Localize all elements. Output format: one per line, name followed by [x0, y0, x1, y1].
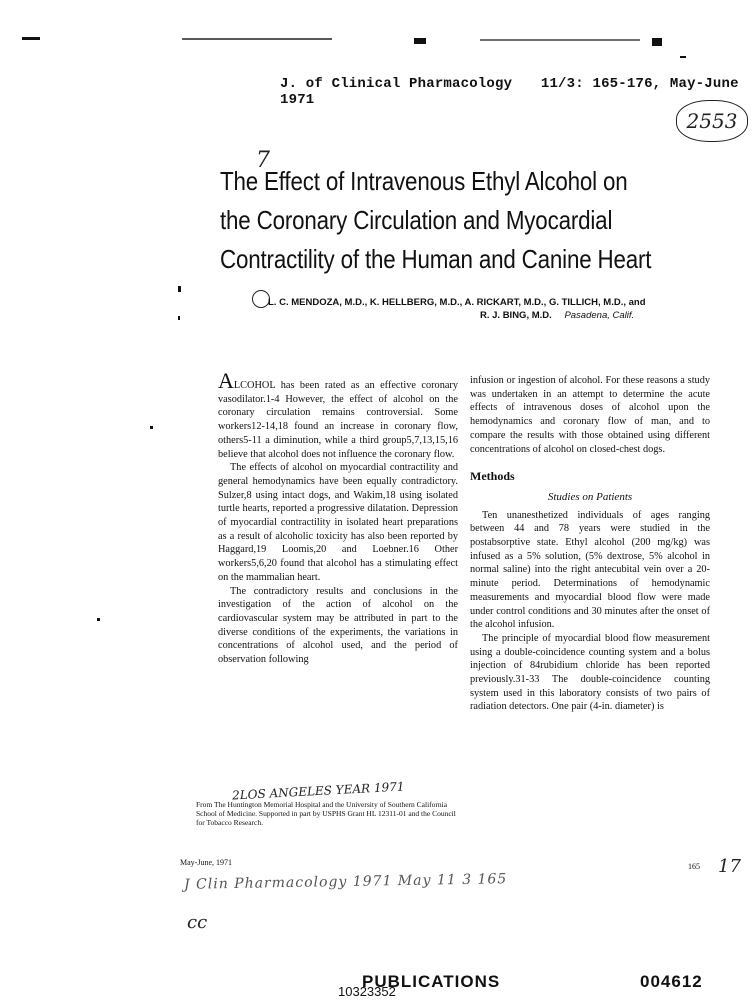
paragraph: infusion or ingestion of alcohol. For these reasons a study was undertaken in an attempt to determine the acute effects of intravenous doses of alcohol upon the hemodynamics and coronary flow of man, and to compare the results with those obtained using different concentrations of alcohol on closed-chest dogs. — [470, 375, 710, 455]
journal-name: J. of Clinical Pharmacology — [280, 76, 513, 92]
scan-artifact — [652, 38, 662, 46]
scan-artifact — [182, 38, 332, 40]
subsection-heading: Studies on Patients — [547, 490, 633, 503]
article-title: The Effect of Intravenous Ethyl Alcohol on the Coronary Circulation and Myocardial Contractility of the Human and Canine Heart — [220, 166, 652, 274]
footnote: From The Huntington Memorial Hospital and the University of Southern California School of Medicine. Supported in part by USPHS Grant HL 12311-01 and the Council for Tobacco Research. — [196, 800, 456, 827]
handwritten-citation: J Clin Pharmacology 1971 May 11 3 165 — [183, 871, 508, 893]
author-list — [268, 296, 738, 322]
pen-mark: 7 — [256, 148, 270, 173]
right-column — [470, 374, 710, 714]
paragraph: The effects of alcohol on myocardial contractility and general hemodynamics have been equally contradictory. Sulzer,8 using intact dogs, and Wakim,18 using isolated turtle hearts, reported a progressive dilatation. Depression of myocardial contractility in isolated heart preparations as a result of alcoholic toxicity has also been reported by Haggard,19 Loomis,20 and Loebner.16 Other workers5,6,20 found that alcohol has a stimulating effect on the mammalian heart. — [218, 462, 458, 583]
scan-artifact — [480, 39, 640, 41]
scan-artifact — [97, 618, 100, 621]
paragraph: ALCOHOL has been rated as an effective coronary vasodilator.1-4 However, the effect of alcohol on the coronary circulation remains controversial. Some workers12-14,18 found an increase in coronary flow, others5-11 a diminution, while a third group5,7,13,15,16 believe that alcohol does not influence the coronary flow. — [218, 368, 458, 460]
page-number: 165 — [688, 862, 700, 871]
scan-artifact — [22, 37, 40, 40]
section-heading: Methods — [470, 469, 515, 484]
handwritten-note: 2LOS ANGELES YEAR 1971 — [231, 779, 405, 803]
affiliation: Pasadena, Calif. — [564, 310, 635, 321]
paragraph: Ten unanesthetized individuals of ages ranging between 44 and 78 years were studied in the postabsorptive state. Ethyl alcohol (200 mg/kg) was infused as a 5% solution, (5% dextrose, 5% alcohol in normal saline) into the right antecubital vein over a 20-minute period. Determinations of hemodynamic measurements and myocardial blood flow were made under control conditions and 30 minutes after the onset of the alcohol infusion. — [470, 509, 710, 631]
citation: 11/3: 165-176, May-June 1971 — [280, 76, 739, 108]
scan-artifact — [178, 316, 180, 320]
scan-artifact — [680, 56, 686, 58]
scan-artifact — [178, 286, 181, 292]
authors-line-1: L. C. MENDOZA, M.D., K. HELLBERG, M.D., A. RICKART, M.D., G. TILLICH, M.D., and — [268, 297, 646, 308]
handwritten-cc: cc — [187, 912, 208, 933]
scan-artifact — [150, 426, 153, 429]
handwritten-page-mark: 17 — [718, 856, 741, 877]
handwritten-stamp — [676, 100, 748, 142]
document-id: 10323352 — [338, 984, 396, 999]
paragraph: The contradictory results and conclusions in the investigation of the action of alcohol on the cardiovascular system may be attributed in part to the diverse conditions of the experiments, the variations in concentrations of alcohol used, and the period of observation following — [218, 585, 458, 666]
authors-line-2: R. J. BING, M.D. — [480, 310, 552, 321]
scan-artifact — [414, 38, 426, 44]
footer-code: 004612 — [640, 972, 703, 991]
left-column — [218, 368, 458, 667]
footer-banner: PUBLICATIONS — [362, 972, 501, 991]
paragraph: The principle of myocardial blood flow measurement using a double-coincidence counting system and a bolus injection of 84rubidium chloride has been reported previously.31-33 The double-coincidence counting system used in this laboratory consists of two pairs of radiation detectors. One pair (4-in. diameter) is — [470, 632, 710, 713]
issue-date: May-June, 1971 — [180, 858, 232, 867]
drop-cap: A — [218, 368, 234, 393]
handwritten-number: 2553 — [686, 109, 738, 133]
